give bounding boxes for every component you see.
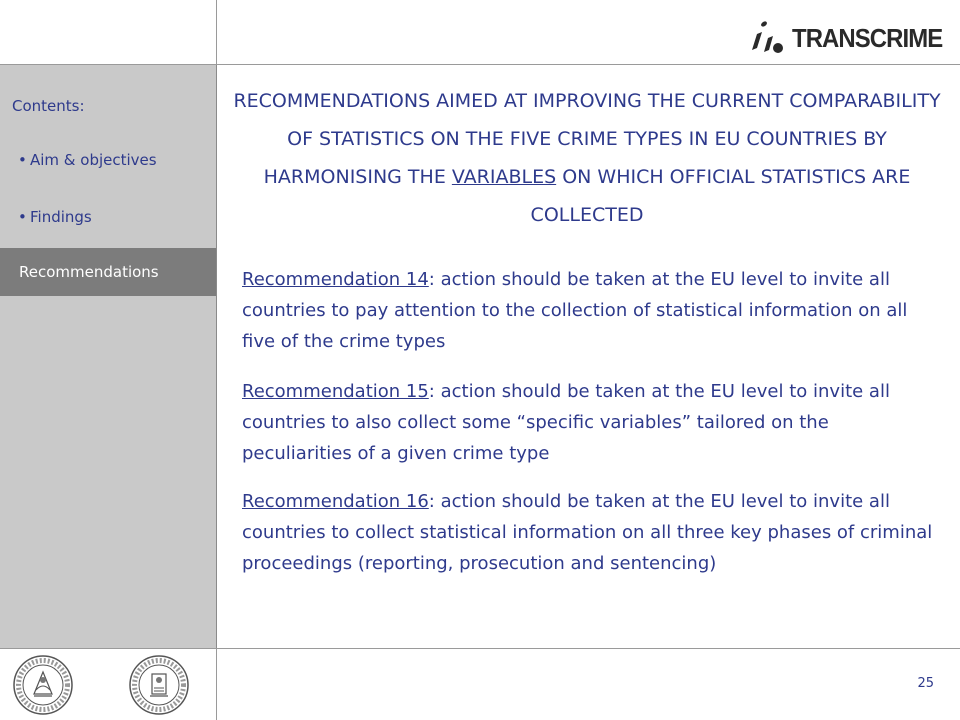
sidebar-item-label: Findings [30,208,92,226]
sidebar-item-recommendations[interactable]: Recommendations [0,248,216,296]
recommendation-15-link[interactable]: Recommendation 15 [242,381,429,402]
transcrime-logo [748,16,955,60]
sidebar-item-aim-objectives[interactable] [18,151,157,169]
university-seal-icon [128,654,190,716]
recommendation-14-text: : action should be taken at the EU level to invite all countries to pay attention to the collection of statistical information on all five of the crime types [242,269,908,352]
recommendation-15-text: : action should be taken at the EU level to invite all countries to also collect some “specific variables” tailored on the peculiarities of a given crime type [242,381,890,464]
title-text-before: RECOMMENDATIONS AIMED AT IMPROVING THE CURRENT COMPARABILITY OF STATISTICS ON THE FIVE CRIME TYPES IN EU COUNTRIES BY HARMONISING THE [233,90,941,188]
contents-title: Contents: [12,97,85,115]
sidebar [0,65,217,648]
recommendation-15 [242,376,942,469]
title-text-after: ON WHICH OFFICIAL STATISTICS ARE COLLECTED [530,166,911,226]
page-number: 25 [917,676,934,691]
logo-text: TRANSCRIME [792,22,943,53]
recommendation-16-text: : action should be taken at the EU level to invite all countries to collect statistical information on all three key phases of criminal proceedings (reporting, prosecution and sentencing) [242,491,933,574]
corner-box [0,0,217,65]
logo-mark-icon [748,18,788,58]
title-underlined-word: VARIABLES [451,166,557,188]
recommendation-16 [242,486,942,579]
sidebar-item-label: Aim & objectives [30,151,157,169]
bottom-vertical-divider [216,648,217,720]
recommendation-16-link[interactable]: Recommendation 16 [242,491,429,512]
page-title [226,82,948,234]
recommendation-14-link[interactable]: Recommendation 14 [242,269,429,290]
sidebar-item-findings[interactable] [18,208,92,226]
bullet-icon: • [18,208,27,226]
bottom-divider [0,648,960,649]
recommendation-14 [242,264,942,357]
university-seal-icon [12,654,74,716]
bullet-icon: • [18,151,27,169]
top-divider [216,64,960,65]
